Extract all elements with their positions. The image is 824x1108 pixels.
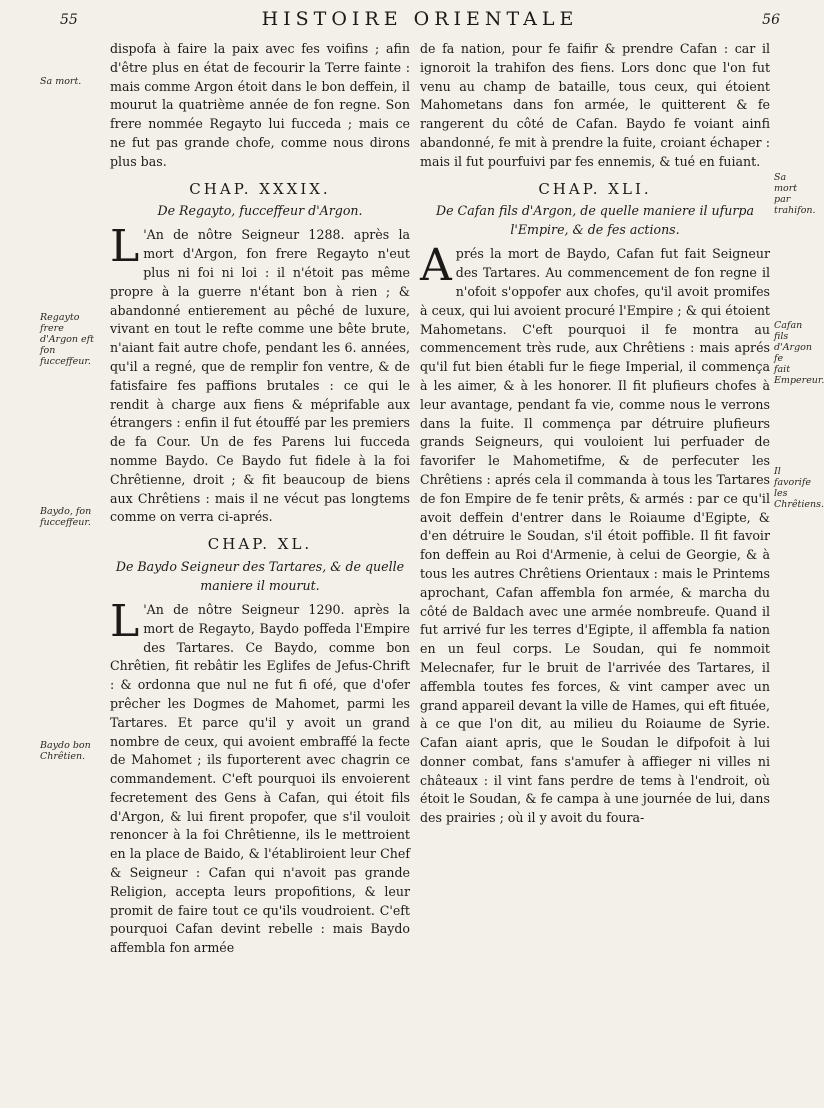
chapter-40-title: CHAP. XL. bbox=[207, 535, 313, 554]
page-number-left: 55 bbox=[60, 12, 78, 28]
chapter-39-title: CHAP. XXXIX. bbox=[189, 179, 331, 198]
left-column bbox=[110, 40, 410, 958]
margin-note-regayto: Regayto frere d'Argon eft fon fucceffeur. bbox=[40, 312, 94, 367]
chapter-39-subtitle: De Regayto, fucceffeur d'Argon. bbox=[157, 203, 363, 219]
chapter-39-body bbox=[110, 221, 410, 527]
margin-note-favors: Il favorife les Chrêtiens. bbox=[774, 466, 824, 510]
chapter-41-body bbox=[420, 240, 770, 828]
paragraph-intro-left: dispofa à faire la paix avec fes voifins ; afin d'être plus en état de fecourir la Terre fainte : mais comme Argon étoit dans le bon deffein, il mourut la quatrième année de fon regne. Son frere nommée Regayto lui fucceda ; mais ce ne fut pas grande chofe, comme nous dirons plus bas. bbox=[110, 41, 410, 169]
page-number-right: 56 bbox=[762, 12, 780, 28]
chapter-41-text: prés la mort de Baydo, Cafan fut fait Seigneur des Tartares. Au commencement de fon regne il n'ofoit s'oppofer aux chofes, qu'il avoit promifes à ceux, qui lui avoient procuré l'Empire ; & qui étoient Mahometans. C'eft pourquoi il fe montra au commencement très rude, aux Chrêtiens : mais aprés qu'il fut bien établi fur le fiege Imperial, il commença à les aimer, & à les honorer. Il fit plufieurs chofes à leur avantage, pendant fa vie, comme nous le verrons dans la fuite. Il commença par détruire plufieurs grands Seigneurs, qui vouloient lui perfuader de favorifer le Mahometifme, & de perfecuter les Chrêtiens : aprés cela il commanda à tous les Tartares de fon Empire de fe tenir prêts, & armés : par ce qu'il avoit deffein d'entrer dans le Roiaume d'Egipte, & d'en détruire le Soudan, s'il étoit poffible. Il fit favoir fon deffein au Roi d'Armenie, à celui de Georgie, & à tous les autres Chrêtiens Orientaux : mais le Printems aprochant, Cafan affembla fon armée, & marcha du côté de Baldach avec une armée nombreufe. Quand il fut arrivé fur les terres d'Egipte, il affembla fa nation en un feul corps. Le Soudan, qui fe nommoit Melecnafer, fur le bruit de l'arrivée des Tartares, il affembla toutes fes forces, & vint camper avec un grand appareil devant la ville de Hames, qui eft fituée, à ce que l'on dit, au milieu du Roiaume de Syrie. Cafan aiant apris, que le Soudan le difpofoit à lui donner combat, fans s'amufer à affieger ni villes ni châteaux : il vint fans perdre de tems à l'endroit, où étoit le Soudan, & fe campa à une journée de lui, dans des prairies ; où il y avoit du foura- bbox=[420, 246, 770, 826]
chapter-40-body bbox=[110, 595, 410, 958]
margin-note-baydo-successor: Baydo, fon fucceffeur. bbox=[40, 506, 92, 528]
margin-note-death: Sa mort. bbox=[40, 76, 82, 87]
chapter-39-text: 'An de nôtre Seigneur 1288. après la mort d'Argon, fon frere Regayto n'eut plus ni foi ni loi : il n'étoit pas même propre à la guerre n'étant bon à rien ; & abandonné entierement au pêché de luxure, vivant en tout le refte comme une bête brute, n'aiant fait autre chofe, pendant les 6. années, qu'il a regné, que de remplir fon ventre, & de fatisfaire fes paffions brutales : ce qui le rendit à charge aux fiens & méprifable aux étrangers : enfin il fut étouffé par les premiers de fa Cour. Un de fes Parens lui fucceda nomme Baydo. Ce Baydo fut fidele à la foi Chrêtienne, droit ; & fit beaucoup de biens aux Chrêtiens : mais il ne vécut pas longtems comme on verra ci-aprés. bbox=[110, 227, 410, 525]
margin-note-baydo-christian: Baydo bon Chrêtien. bbox=[40, 740, 91, 762]
drop-cap-39: L bbox=[110, 221, 140, 273]
chapter-41-title: CHAP. XLI. bbox=[538, 179, 652, 198]
chapter-41-subtitle: De Cafan fils d'Argon, de quelle maniere il ufurpa l'Empire, & de fes actions. bbox=[436, 203, 754, 238]
drop-cap-40: L bbox=[110, 595, 140, 647]
margin-note-cafan: Cafan fils d'Argon fe fait Empereur. bbox=[774, 320, 824, 386]
page-header bbox=[60, 6, 780, 36]
margin-note-treason: Sa mort par trahifon. bbox=[774, 172, 816, 216]
right-column bbox=[420, 40, 770, 828]
running-title: HISTOIRE ORIENTALE bbox=[261, 8, 579, 30]
paragraph-intro-right: de fa nation, pour fe faifir & prendre Cafan : car il ignoroit la trahifon des fiens. Lors donc que l'on fut venu au champ de bataille, tous ceux, qui étoient Mahometans dans fon armée, le quitterent & fe rangerent du côté de Cafan. Baydo fe voiant ainfi abandonné, fe mit à prendre la fuite, croiant échaper : mais il fut pourfuivi par fes ennemis, & tué en fuiant. bbox=[420, 41, 770, 169]
chapter-40-text: 'An de nôtre Seigneur 1290. après la mort de Regayto, Baydo poffeda l'Empire des Tartares. Ce Baydo, comme bon Chrêtien, fit rebâtir les Eglifes de Jefus-Chrift : & ordonna que nul ne fut fi ofé, que d'ofer prêcher les Dogmes de Mahomet, parmi les Tartares. Et parce qu'il y avoit un grand nombre de ceux, qui avoient embraffé la fecte de Mahomet ; ils fuporterent avec chagrin ce commandement. C'eft pourquoi ils envoierent fecretement des Gens à Cafan, qui étoit fils d'Argon, & lui firent propofer, que s'il vouloit renoncer à la foi Chrêtienne, ils le mettroient en la place de Baido, & l'établiroient leur Chef & Seigneur : Cafan qui n'avoit pas grande Religion, accepta leurs propofitions, & leur promit de faire tout ce qu'ils voudroient. C'eft pourquoi Cafan devint rebelle : mais Baydo affembla fon armée bbox=[110, 601, 410, 956]
chapter-40-subtitle: De Baydo Seigneur des Tartares, & de quelle maniere il mourut. bbox=[115, 558, 405, 593]
drop-cap-41: A bbox=[420, 240, 452, 292]
